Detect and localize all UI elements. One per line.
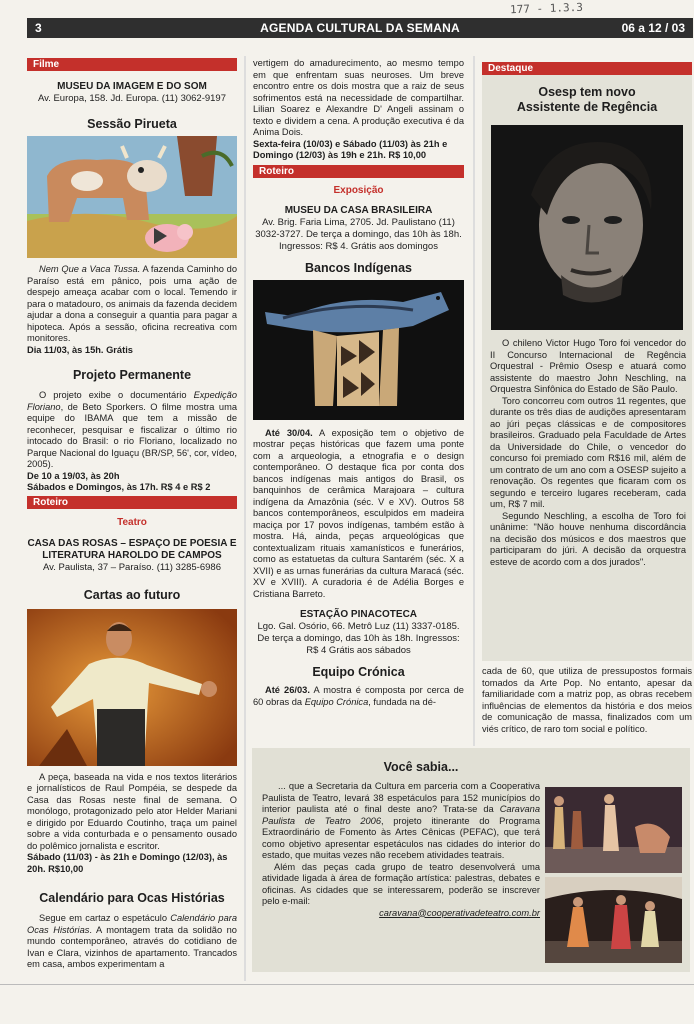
archive-stamp: 177 - 1.3.3	[509, 0, 584, 17]
column-divider	[473, 56, 475, 746]
article-title-bancos: Bancos Indígenas	[305, 260, 412, 275]
article-body-projeto: O projeto exibe o documentário Expedição Floriano, de Beto Sporkers. O filme mostra uma equipe do IBAMA que tem a missão de reconhecer, pesquisar e fiscalizar o último rio intocado do Brasil: o rio Floriano, localizado no Parque Nacional do Iguaçu (BR/SP, 56', cor, vídeo, 2005).	[27, 390, 237, 469]
did-you-know-body-2: Além das peças cada grupo de teatro desenvolverá uma atividade ligada à área de formação artística: palestras, debates e oficinas. As cidades que se interessarem, poderão se inscrever pelo e-mail:	[262, 861, 540, 906]
page-header	[27, 18, 693, 38]
did-you-know-title: Você sabia...	[383, 760, 459, 774]
column-divider	[244, 56, 246, 981]
column-right	[482, 62, 692, 568]
category-exposicao: Exposição	[333, 184, 384, 196]
article-body-calendario: Segue em cartaz o espetáculo Calendário para Ocas Histórias. A montagem trata da solidão no mundo contemporâneo, através do cotidiano de Ivan e Clara, vizinhos de apartamento. Trancados em casa, ambos experimentam a	[27, 913, 238, 969]
venue-name: MUSEU DA IMAGEM E DO SOM	[57, 81, 207, 92]
article-title-equipo-cronica: Equipo Crónica	[312, 665, 405, 679]
article-title-calendario: Calendário para Ocas Histórias	[39, 891, 225, 905]
schedule-projeto-1: De 10 a 19/03, às 20h	[27, 470, 120, 481]
category-teatro: Teatro	[117, 516, 147, 528]
theater-photo-1	[545, 787, 682, 873]
schedule-projeto-2: Sábados e Domingos, às 17h. R$ 4 e R$ 2	[27, 482, 211, 492]
page-bottom-rule	[0, 984, 694, 985]
column-middle	[253, 58, 464, 708]
article-title-projeto-permanente: Projeto Permanente	[72, 368, 192, 382]
article-title-osesp: Osesp tem novo Assistente de Regência	[516, 85, 658, 114]
venue-address: Lgo. Gal. Osório, 66. Metrô Luz (11) 3337-0185. De terça a domingo, das 10h às 18h. Ingressos: R$ 4 Grátis aos sábados	[257, 621, 460, 656]
indigenous-bench-image	[253, 280, 464, 420]
film-title: Nem Que a Vaca Tussa.	[39, 264, 141, 274]
cartoon-cow-image	[27, 136, 237, 258]
venue-name: MUSEU DA CASA BRASILEIRA	[284, 204, 433, 216]
article-body-bancos: Até 30/04. A exposição tem o objetivo de mostrar peças históricas que fazem uma ponte com a arqueologia, a etnografia e o design contemporâneo. O destaque fica por conta dos bancos indígenas mais antigos do Brasil, os banquinhos de cerâmica Marajoara – cultura indígena da Amazônia (séc. V e XV). Outros 58 bancos contemporâneos, esculpidos em madeira maciça por 17 povos indígenas, também estão à mostra. Há, ainda, peças arqueológicas que contextualizam rituais xamanísticos e funerários, como as estatuetas da cultura Santarém (séc. X a XVII) e as urnas funerárias da cultura Maracá (séc. XV e XVIII). A curadoria é de Adélia Borges e Cristiana Barreto.	[253, 427, 464, 599]
venue-address: Av. Paulista, 37 – Paraíso. (11) 3285-6986	[43, 561, 221, 573]
conductor-portrait	[491, 125, 683, 330]
article-body-cartas: A peça, baseada na vida e nos textos literários e jornalísticos de Raul Pompéia, se despede da Casa das Rosas neste final de semana. O monólogo, protagonizado pelo ator Helder Mariani e dirigido por Eduardo Coutinho, traça um painel sobre a vida conturbada e o pensamento ousado do polêmico jornalista e escritor.	[27, 771, 237, 851]
actor-photo	[27, 609, 237, 766]
venue-address: Av. Europa, 158. Jd. Europa. (11) 3062-9197	[37, 93, 226, 104]
section-bar-roteiro: Roteiro	[253, 165, 464, 178]
article-body-osesp-p3: Segundo Neschling, a escolha de Toro foi unânime: "Não houve nenhuma discordância na decisão dos músicos e dos maestros que participaram do júri. A decisão da orquestra esteve de acordo com a dos jurados".	[490, 510, 686, 567]
column-left	[27, 58, 237, 971]
venue-name: ESTAÇÃO PINACOTECA	[299, 609, 418, 620]
equipo-overflow	[482, 666, 692, 735]
schedule-calendario: Sexta-feira (10/03) e Sábado (11/03) às 21h e Domingo (12/03) às 19h e 21h. R$ 10,00	[253, 138, 448, 160]
theater-photo-2	[545, 877, 682, 963]
article-body-equipo: Até 26/03. A mostra é composta por cerca de 60 obras da Equipo Crónica, fundada na dé-	[253, 685, 464, 707]
article-body-pirueta: Nem Que a Vaca Tussa. A fazenda Caminho do Paraíso está em pânico, pois uma ação de despejo ameaça acabar com o local. Temendo ir para o matadouro, os animais da fazenda decidem ajudar a dona a conseguir a quantia para pagar a hipoteca. Após a sessão, oficina recreativa com monitores.	[27, 264, 237, 343]
section-bar-roteiro: Roteiro	[27, 496, 237, 509]
article-title-cartas: Cartas ao futuro	[83, 587, 181, 602]
article-body-calendario-cont: vertigem do amadurecimento, ao mesmo tempo em que enfrentam suas neuroses. Um breve encontro entre os dois mostra que a raiz de seus sofrimentos está na necessidade de compartilhar. Lilian Soarez e Alexandre D' Angeli assinam o texto e dividem a cena. A produção executiva é da Anima Dois.	[253, 58, 464, 137]
schedule-cartas: Sábado (11/03) - às 21h e Domingo (12/03), às 20h. R$10,00	[27, 852, 228, 874]
venue-name: CASA DAS ROSAS – ESPAÇO DE POESIA E LITERATURA HAROLDO DE CAMPOS	[27, 537, 237, 561]
did-you-know-body: ... que a Secretaria da Cultura em parceria com a Cooperativa Paulista de Teatro, levará 38 espetáculos para 152 municípios do interior paulista até o final deste ano? Trata-se da Caravana Paulista de Teatro 2006, projeto itinerante do Programa Extraordinário de Fomento às Artes Cênicas (PEFAC), que terá como objetivo apresentar espetáculos nas cidades do interior do estado, que muitas vezes não recebem atividades teatrais.	[262, 781, 540, 860]
issue-dates: 06 a 12 / 03	[621, 21, 685, 35]
page-number: 3	[35, 21, 42, 35]
did-you-know-text	[262, 760, 540, 919]
article-title-sessao-pirueta: Sessão Pirueta	[87, 117, 177, 131]
email-link[interactable]: caravana@cooperativadeteatro.com.br	[379, 907, 540, 918]
section-bar-destaque: Destaque	[482, 62, 692, 75]
page-title: AGENDA CULTURAL DA SEMANA	[260, 21, 460, 35]
article-body-osesp-p1: O chileno Victor Hugo Toro foi vencedor do II Concurso Internacional de Regência Orquestral - Prêmio Osesp e atuará como assistente do maestro John Neschling, na Orquestra Sinfônica do Estado de São Paulo.	[490, 338, 686, 394]
venue-address: Av. Brig. Faria Lima, 2705. Jd. Paulistano (11) 3032-3727. De terça a domingo, das 10h às 18h. Ingressos: R$ 4. Grátis aos domingos	[255, 216, 462, 252]
article-body-equipo-cont: cada de 60, que utiliza de pressupostos formais tomados da Arte Pop. No entanto, apesar da familiaridade com a matriz pop, as obras recebem influências de elementos da história e dos meios de comunicação de massa, finalizados com um viés crítico, de raro tom social e político.	[482, 666, 692, 734]
article-body-osesp-p2: Toro concorreu com outros 11 regentes, que durante os três dias de audições apresentaram ao júri peças clássicas e de compositores brasileiros. Graduado pela Faculdade de Artes da Universidade do Chile, o vencedor do concurso foi premiado com R$16 mil, além de um contrato de um ano com a OSESP sujeito a renovação. Os regentes que ficaram com os segundo e terceiro lugares receberam, cada um, R$ 7 mil.	[490, 395, 686, 509]
section-bar-filme: Filme	[27, 58, 237, 71]
schedule-pirueta: Dia 11/03, às 15h. Grátis	[27, 344, 133, 355]
